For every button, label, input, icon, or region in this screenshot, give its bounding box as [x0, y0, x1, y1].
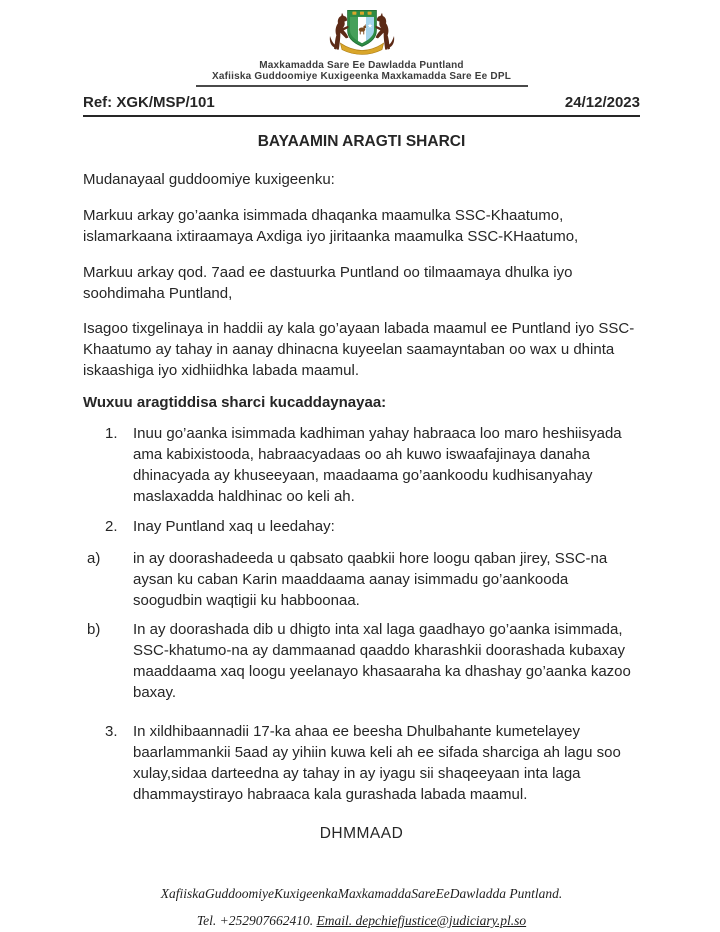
- list-item-a: [87, 548, 640, 611]
- list-text: Inay Puntland xaq u leedahay:: [133, 518, 335, 535]
- letterhead: [83, 8, 640, 87]
- horse-icon-right: [375, 13, 394, 50]
- letterhead-rule: [196, 85, 528, 87]
- closing-word: DHMMAAD: [319, 825, 404, 842]
- section-heading: Wuxuu aragtiddisa sharci kucaddaynayaa:: [83, 394, 387, 411]
- org-name: Maxkamadda Sare Ee Dawladda Puntland: [259, 60, 464, 71]
- list-text: in ay doorashadeeda u qabsato qaabkii hore loogu qaban jirey, SSC-na aysan ku caban Karin maaddaama aanay isimmadu go’aankooda soogudbin waqtigii ku habboonaa.: [133, 550, 608, 609]
- list-text: In ay doorashada dib u dhigto inta xal laga gaadhayo go’aanka isimmada, SSC-khatumo-na ay dammaanad qaaddo kharashkii doorashada kubaxay maaddaama xaq loogu yeelanayo khasaaraha ka dhashay go’aanka kazoo baxay.: [133, 621, 631, 701]
- paragraph-3: Isagoo tixgelinaya in haddii ay kala go’ayaan labada maamul ee Puntland iyo SSC-Khaatumo ay tahay in aanay dhinacna kuyeelan saamayntaban oo wax u dhinta iskaashiga iyo xidhiidhka labada maamul.: [83, 320, 635, 379]
- shield-icon: [347, 10, 376, 46]
- list-marker: a): [87, 550, 101, 567]
- list-marker: 3.: [105, 723, 118, 740]
- list-marker: 2.: [105, 518, 118, 535]
- org-office: Xafiiska Guddoomiye Kuxigeenka Maxkamadda Sare Ee DPL: [211, 71, 512, 82]
- list-marker: b): [87, 621, 101, 638]
- list-item-2: [105, 516, 640, 537]
- paragraph-1: Markuu arkay go’aanka isimmada dhaqanka maamulka SSC-Khaatumo, islamarkaana ixtiraamaya Axdiga iyo jiritaanka maamulka SSC-KHaatumo,: [83, 207, 579, 245]
- document-title: BAYAAMIN ARAGTI SHARCI: [257, 133, 466, 150]
- list-text: In xildhibaannadii 17-ka ahaa ee beesha Dhulbahante kumetelayey baarlammankii 5aad ay yihiin kuwa keli ah ee sifada sharciga ah lagu soo xulay,sidaa darteedna ay tahay in ay iyagu sii shaqeeyaan inta laga dhammaystirayo habraaca kala gurashada labada maamul.: [133, 723, 621, 803]
- ref-date-row: [83, 94, 640, 117]
- document-footer: [83, 880, 640, 932]
- ref-number: Ref: XGK/MSP/101: [83, 94, 215, 111]
- coat-of-arms: [292, 8, 432, 56]
- email-address: Email. depchiefjustice@judiciary.pl.so: [316, 913, 527, 928]
- list-item-1: [105, 423, 640, 507]
- phone-number: Tel. +252907662410.: [196, 913, 314, 928]
- list-marker: 1.: [105, 425, 118, 442]
- footer-office-line: XafiiskaGuddoomiyeKuxigeenkaMaxkamaddaSareEeDawladda Puntland.: [160, 886, 563, 901]
- paragraph-2: Markuu arkay qod. 7aad ee dastuurka Puntland oo tilmaamaya dhulka iyo soohdimaha Puntland,: [83, 264, 573, 302]
- org-names: [83, 60, 640, 82]
- salutation: Mudanayaal guddoomiye kuxigeenku:: [83, 171, 335, 188]
- list-item-3: [105, 721, 640, 805]
- footer-contact-line: [83, 907, 640, 932]
- list-text: Inuu go’aanka isimmada kadhiman yahay habraaca loo maro heshiisyada ama kabixistooda, habraacyadaas oo ah kuwo iswaafajinaya danaha dhinacyada ay khuseeyaan, maadaama go’aankoodu kudhisanyahay maslaxadda haldhinac oo keli ah.: [133, 425, 622, 505]
- document-date: 24/12/2023: [564, 94, 640, 111]
- list-item-b: [87, 619, 640, 703]
- horse-icon-left: [329, 13, 348, 50]
